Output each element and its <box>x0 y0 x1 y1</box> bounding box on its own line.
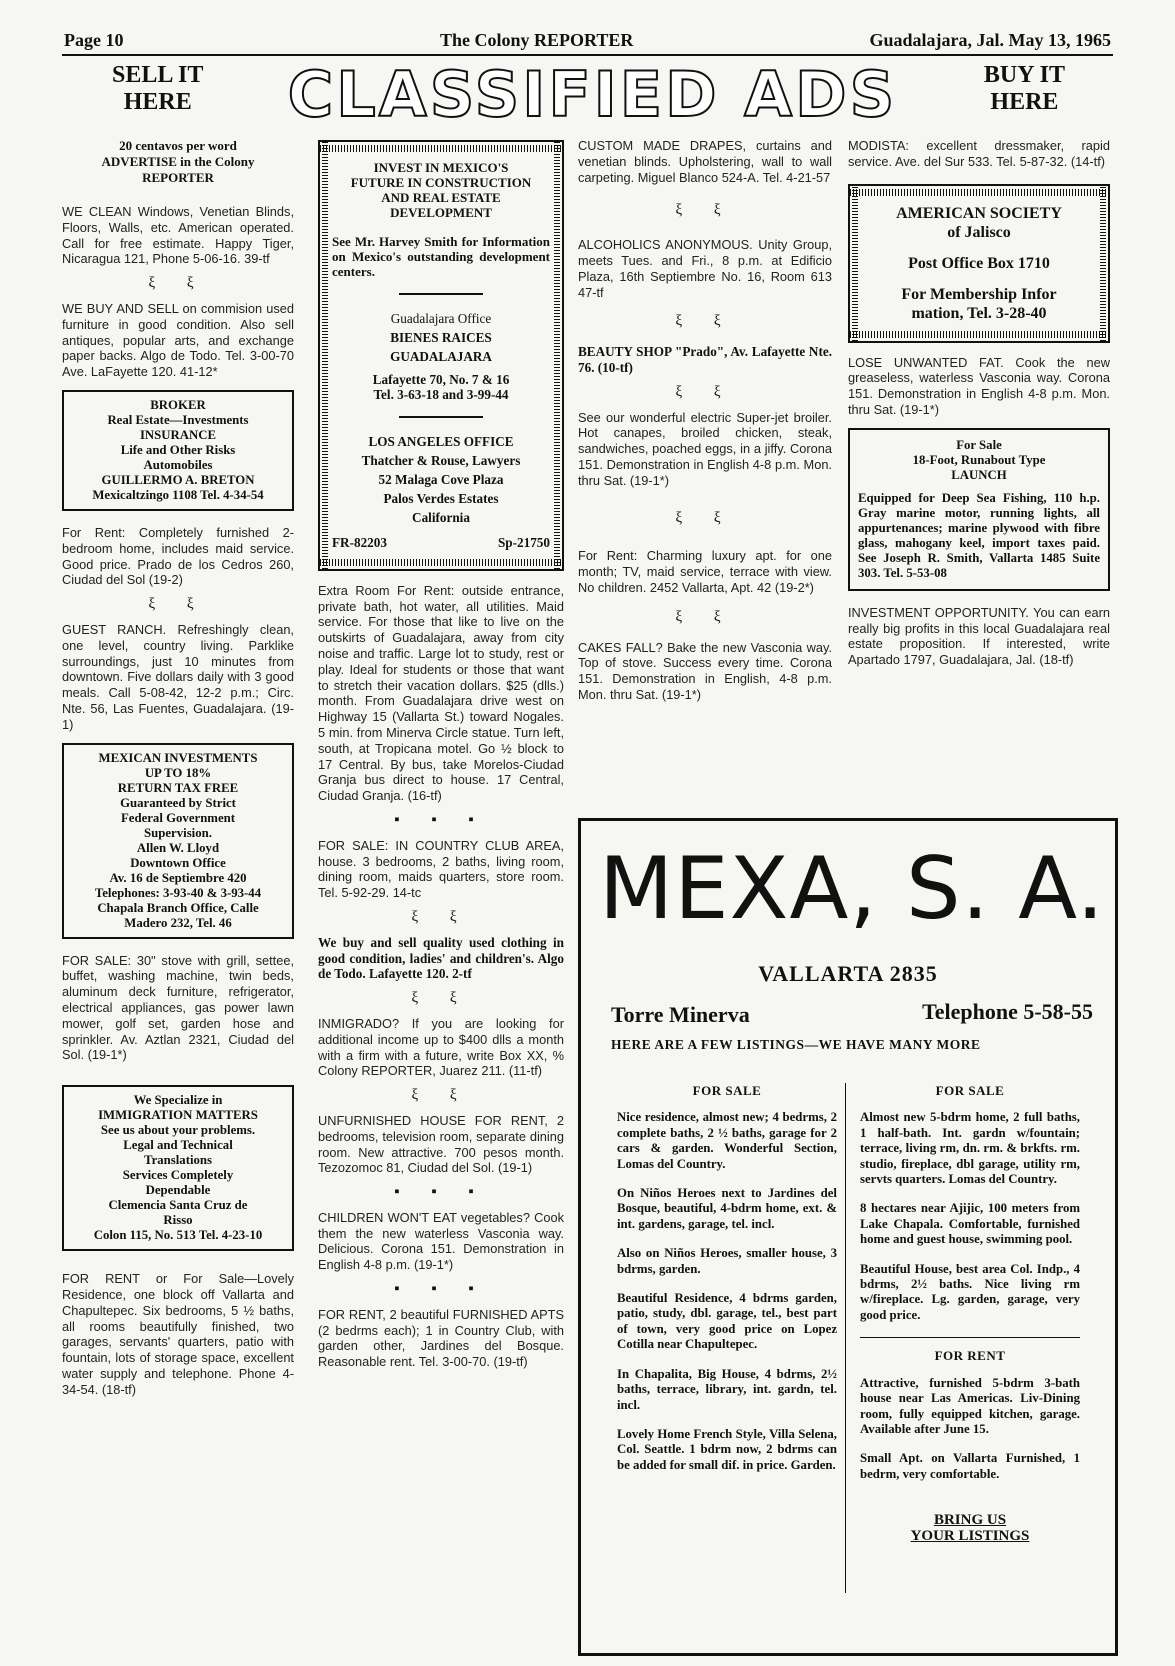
ad-furnished-apts: FOR RENT, 2 beautiful FURNISHED APTS (2 bedrms each); 1 in Country Club, with garden other, Jardines del Bosque. Reasonable rent. Tel. 3-00-70. (19-tf) <box>318 1306 564 1370</box>
immig-line: We Specialize in <box>133 1093 223 1108</box>
ad-modista: MODISTA: excellent dressmaker, rapid service. Ave. del Sur 533. Tel. 5-87-32. (14-tf) <box>848 138 1110 169</box>
gdl-line: BIENES RAICES <box>390 330 492 345</box>
launch-head: LAUNCH <box>951 467 1007 482</box>
tick-border <box>852 186 858 341</box>
ornament: ξ ξ <box>675 313 735 330</box>
listing: Attractive, furnished 5-bdrm 3-bath house near Las Americas. Liv-Dining room, fully equipped kitchen, garage. Available after June 15. <box>860 1375 1080 1436</box>
immig-line: Dependable <box>145 1183 211 1198</box>
broker-line: Real Estate—Investments <box>107 412 249 427</box>
broker-box <box>62 390 294 511</box>
sp-code: Sp-21750 <box>497 535 550 550</box>
sell-line-1: SELL IT <box>112 62 204 88</box>
american-line: AMERICAN SOCIETY <box>896 204 1062 222</box>
mexinv-line: MEXICAN INVESTMENTS <box>98 750 258 765</box>
immig-line: Legal and Technical <box>123 1138 233 1153</box>
ornament: ξ ξ <box>411 908 471 925</box>
divider <box>399 416 483 418</box>
ad-lose-fat: LOSE UNWANTED FAT. Cook the new greaseless, waterless Vasconia way. Corona 151. Demonstration in English 4-8 p.m. Mon. thru Sat. (19-1*) <box>848 354 1110 417</box>
broker-line: BROKER <box>150 397 206 412</box>
mexinv-line: Telephones: 3-93-40 & 3-93-44 <box>94 885 262 900</box>
column-3 <box>578 138 832 709</box>
american-line: mation, Tel. 3-28-40 <box>911 304 1047 322</box>
rate-line: 20 centavos per word <box>119 138 237 153</box>
immigration-box <box>62 1085 294 1251</box>
launch-head: 18-Foot, Runabout Type <box>912 452 1046 467</box>
la-line: Palos Verdes Estates <box>383 491 499 506</box>
ornament: ξ ξ <box>148 596 208 613</box>
ornament-dots: ▪ ▪ ▪ <box>394 1184 488 1201</box>
ornament: ξ ξ <box>675 509 735 526</box>
immig-line: Translations <box>143 1153 213 1168</box>
immig-line: IMMIGRATION MATTERS <box>98 1108 258 1123</box>
for-rent-heading: FOR RENT <box>934 1348 1006 1364</box>
rate-line: REPORTER <box>142 170 214 185</box>
mexa-left-column <box>617 1079 837 1487</box>
immig-line: Clemencia Santa Cruz de <box>108 1198 248 1213</box>
ornament-dots: ▪ ▪ ▪ <box>394 811 488 828</box>
ad-furnished-home: For Rent: Completely furnished 2-bedroom home, includes maid service. Good price. Prado de los Cedros 260, Ciudad del Sol (19-2) <box>62 524 294 588</box>
buy-line-2: HERE <box>990 89 1059 115</box>
american-line: Post Office Box 1710 <box>908 254 1050 272</box>
gdl-line: Lafayette 70, No. 7 & 16 <box>372 372 510 387</box>
american-society-text <box>864 204 1094 323</box>
classified-ads-title: CLASSIFIED ADS <box>287 58 898 131</box>
la-line: 52 Malaga Cove Plaza <box>378 472 504 487</box>
ad-window-cleaning: WE CLEAN Windows, Venetian Blinds, Floors, Walls, etc. American operated. Call for free estimate. Happy Tiger, Nicaragua 121, Phone 5-06-16. 39-tf <box>62 204 294 267</box>
ad-super-jet-broiler: See our wonderful electric Super-jet broiler. Hot canapes, broiled chicken, steak, sandwiches, poached eggs, in a jiffy. Corona 151. Demonstration in English 4-8 p.m. Mon. thru Sat. (19-1*) <box>578 409 832 488</box>
sell-it-here <box>112 62 203 116</box>
launch-head: For Sale <box>956 437 1002 452</box>
mexa-listings <box>605 1079 1093 1633</box>
immig-line: Services Completely <box>122 1168 234 1183</box>
launch-body: Equipped for Deep Sea Fishing, 110 h.p. Gray marine motor, running lights, all appurtenances; marine plywood with fibre glass, mahogany keel, import taxes paid. See Joseph R. Smith, Vallarta 1485 Suite 303. Tel. 5-53-08 <box>858 490 1100 580</box>
mexa-ad <box>578 818 1118 1656</box>
broker-line: Mexicaltzingo 1108 Tel. 4-34-54 <box>92 487 264 502</box>
ad-alcoholics-anonymous: ALCOHOLICS ANONYMOUS. Unity Group, meets Tues. and Fri., 8 p.m. at Edificio Plaza, 16th Septiembre No. 16, Room 613 47-tf <box>578 237 832 300</box>
la-line: California <box>412 510 470 525</box>
ad-custom-drapes: CUSTOM MADE DRAPES, curtains and venetian blinds. Upholstering, wall to wall carpeting. Miguel Blanco 524-A. Tel. 4-21-57 <box>578 138 832 185</box>
launch-box <box>848 428 1110 591</box>
mexinv-line: Supervision. <box>144 825 212 840</box>
listing: Small Apt. on Vallarta Furnished, 1 bedrm, very comfortable. <box>860 1451 1080 1481</box>
american-line: For Membership Infor <box>901 285 1057 303</box>
invest-see: See Mr. Harvey Smith for Information on Mexico's outstanding development centers. <box>332 234 550 279</box>
ornament: ξ ξ <box>411 1087 471 1104</box>
listing: Nice residence, almost new; 4 bedrms, 2 complete baths, 2 ½ baths, garage for 2 cars & garden. Wonderful Section, Lomas del Country. <box>617 1110 837 1171</box>
gdl-line: Tel. 3-63-18 and 3-99-44 <box>373 387 509 402</box>
ad-country-club: FOR SALE: IN COUNTRY CLUB AREA, house. 3 bedrooms, 2 baths, living room, dining room, maids quarters, store room. Tel. 5-92-29. 14-tc <box>318 837 564 901</box>
american-line: of Jalisco <box>947 223 1011 241</box>
broker-line: Life and Other Risks <box>120 442 236 457</box>
listing: Also on Niños Heroes, smaller house, 3 bdrms, garden. <box>617 1246 837 1276</box>
mexinv-line: UP TO 18% <box>144 765 212 780</box>
listing: Beautiful House, best area Col. Indp., 4 bdrms, 2½ baths. Nice living rm w/fireplace. Lg. garden, garage, very good price. <box>860 1261 1080 1322</box>
mexa-address: VALLARTA 2835 <box>758 961 938 986</box>
tick-border <box>1100 186 1106 341</box>
mexican-investments-box <box>62 743 294 939</box>
gdl-line: GUADALAJARA <box>390 349 492 364</box>
mexa-torre: Torre Minerva <box>611 1002 750 1027</box>
mexa-right-column <box>860 1079 1080 1544</box>
bring-line: BRING US <box>933 1512 1007 1529</box>
for-sale-heading: FOR SALE <box>935 1083 1005 1098</box>
classified-banner <box>62 60 1113 130</box>
bring-us-listings <box>860 1512 1080 1544</box>
guadalajara-office <box>332 309 550 402</box>
mexinv-line: Guaranteed by Strict <box>120 795 236 810</box>
dateline: Guadalajara, Jal. May 13, 1965 <box>869 30 1111 50</box>
broker-line: GUILLERMO A. BRETON <box>101 472 255 487</box>
rate-line: ADVERTISE in the Colony <box>101 154 255 169</box>
immig-line: Risso <box>163 1213 193 1228</box>
american-society-box <box>848 184 1110 343</box>
invest-mexico-box <box>318 140 564 571</box>
listing: Beautiful Residence, 4 bdrms garden, patio, study, dbl. garage, tel., best part of town, very good price on Lopez Cotilla near Chapultepec. <box>617 1291 837 1352</box>
fr-code: FR-82203 <box>332 535 387 550</box>
ornament: ξ ξ <box>148 275 208 292</box>
mexinv-line: Av. 16 de Septiembre 420 <box>109 870 247 885</box>
tick-border <box>554 142 560 569</box>
newspaper-name: The Colony REPORTER <box>440 30 634 50</box>
listing: Almost new 5-bdrm home, 2 full baths, 1 half-bath. Int. gardn w/fountain; terrace, living rm, dn. rm. & brkfts. rm. studio, fireplace, dbl garage, utility rm, servts quarters. Lomas del Country. <box>860 1110 1080 1187</box>
invest-title <box>332 160 550 220</box>
mexinv-line: Downtown Office <box>130 855 226 870</box>
ad-beauty-shop: BEAUTY SHOP "Prado", Av. Lafayette Nte. 76. (10-tf) <box>578 344 832 375</box>
buy-it-here <box>984 62 1065 116</box>
ornament: ξ ξ <box>411 990 471 1007</box>
la-line: Thatcher & Rouse, Lawyers <box>361 453 521 468</box>
immig-line: See us about your problems. <box>100 1123 256 1138</box>
listing: 8 hectares near Ajijic, 100 meters from Lake Chapala. Comfortable, furnished home and guest house, swimming pool. <box>860 1201 1080 1247</box>
mexinv-line: Allen W. Lloyd <box>136 840 220 855</box>
column-1 <box>62 138 294 1403</box>
invest-title-line: DEVELOPMENT <box>390 205 492 220</box>
tick-border <box>322 142 328 569</box>
ornament: ξ ξ <box>675 202 735 219</box>
mexinv-line: Chapala Branch Office, Calle <box>97 900 259 915</box>
ornament-dots: ▪ ▪ ▪ <box>394 1281 488 1298</box>
mexa-title: MEXA, S. A. <box>599 839 1105 939</box>
ad-used-clothing: We buy and sell quality used clothing in good condition, ladies' and children's. Algo de Todo. Lafayette 120. 2-tf <box>318 934 564 982</box>
column-2 <box>318 138 564 1376</box>
divider <box>860 1337 1080 1338</box>
rate-notice <box>62 138 294 186</box>
ad-extra-room: Extra Room For Rent: outside entrance, private bath, hot water, all utilities. Maid service. For those that like to live on the outskirts of Guadalajara, away from city noise and traffic. Large lot to study, rest or play. Ideal for students or those that want to stretch their vacation dollars. $25 (dlls.) month. From Guadalajara drive west on Highway 15 (Vallarta St.) toward Nogales. 5 min. from Minerva Circle statue. Turn left, south, at Tropicana motel. Go ½ block to 17 Central. By bus, take Morelos-Ciudad Granja bus direct to house. 17 Central, Ciudad Granja. (16-tf) <box>318 582 564 804</box>
ad-children-vegetables: CHILDREN WON'T EAT vegetables? Cook them the new waterless Vasconia way. Delicious. Corona 151. Demonstration in English 4-8 p.m. (19-1*) <box>318 1209 564 1273</box>
gdl-line: Guadalajara Office <box>390 311 492 326</box>
mexinv-line: Madero 232, Tel. 46 <box>124 915 232 930</box>
mexa-tagline: HERE ARE A FEW LISTINGS—WE HAVE MANY MORE <box>611 1037 981 1052</box>
sell-line-2: HERE <box>123 89 192 115</box>
ref-codes <box>332 535 550 551</box>
mexinv-line: RETURN TAX FREE <box>117 780 239 795</box>
column-divider <box>845 1083 846 1593</box>
page-number: Page 10 <box>64 30 124 50</box>
ad-guest-ranch: GUEST RANCH. Refreshingly clean, one level, country living. Parklike surroundings, just 10 minutes from downtown. Five dollars daily with 3 good meals. Call 5-08-42, 12-2 p.m.; Circ. Nte. 56, Las Fuentes, Guadalajara. (19-1) <box>62 621 294 732</box>
ad-stove-sale: FOR SALE: 30" stove with grill, settee, buffet, washing machine, twin beds, aluminum deck furniture, refrigerator, electrical appliances, gas power lawn mower, golf set, garden hose and sprinkler. Av. Aztlan 2321, Ciudad del Sol. (19-1*) <box>62 952 294 1063</box>
mexa-telephone: Telephone 5-58-55 <box>922 999 1093 1024</box>
broker-line: Automobiles <box>143 457 213 472</box>
ad-cakes-fall: CAKES FALL? Bake the new Vasconia way. Top of stove. Success every time. Corona 151. Demonstration in English, 4-8 p.m. Mon. thru Sat. (19-1*) <box>578 639 832 702</box>
listing: Lovely Home French Style, Villa Selena, Col. Seattle. 1 bdrm now, 2 bdrms can be added for small dif. in price. Garden. <box>617 1426 837 1472</box>
immig-line: Colon 115, No. 513 Tel. 4-23-10 <box>93 1228 263 1243</box>
divider <box>399 293 483 295</box>
ad-inmigrado: INMIGRADO? If you are looking for additional income up to $400 dlls a month with a firm with a future, write Box XX, % Colony REPORTER, Juarez 211. (11-tf) <box>318 1015 564 1079</box>
mexinv-line: Federal Government <box>120 810 236 825</box>
ad-lovely-residence: FOR RENT or For Sale—Lovely Residence, one block off Vallarta and Chapultepec. Six bedrooms, 5 ½ baths, all rooms beautifully finished, two garages, servants' quarters, patio with fountain, lots of storage space, excellent water supply and telephone. Phone 4-34-54. (18-tf) <box>62 1271 294 1397</box>
buy-line-1: BUY IT <box>983 62 1065 88</box>
header-rule <box>62 54 1113 56</box>
listing: On Niños Heroes next to Jardines del Bosque, beautiful, 4-bdrm home, ext. & int. gardens, garage, tel. incl. <box>617 1186 837 1231</box>
los-angeles-office <box>332 432 550 527</box>
column-4 <box>848 138 1110 674</box>
invest-title-line: FUTURE IN CONSTRUCTION <box>350 175 532 190</box>
ornament: ξ ξ <box>675 383 735 400</box>
ad-investment-opportunity: INVESTMENT OPPORTUNITY. You can earn really big profits in this local Guadalajara real estate proposition. If interested, write Apartado 1797, Guadalajara, Jal. (18-tf) <box>848 604 1110 668</box>
ornament: ξ ξ <box>675 608 735 625</box>
ad-luxury-apt: For Rent: Charming luxury apt. for one month; TV, maid service, terrace with view. No children. 2452 Vallarta, Apt. 42 (19-2*) <box>578 548 832 595</box>
invest-title-line: INVEST IN MEXICO'S <box>373 160 509 175</box>
invest-title-line: AND REAL ESTATE <box>381 190 501 205</box>
la-line: LOS ANGELES OFFICE <box>368 434 514 449</box>
ad-buy-sell-furniture: WE BUY AND SELL on commision used furniture in good condition. Also sell antiques, popular arts, and exchange paper backs. Algo de Todo. Tel. 3-00-70 Ave. LaFayette 120. 41-12* <box>62 300 294 380</box>
broker-line: INSURANCE <box>139 427 217 442</box>
for-sale-heading: FOR SALE <box>692 1083 762 1098</box>
listing: In Chapalita, Big House, 4 bdrms, 2½ baths, terrace, library, int. gardn, tel. incl. <box>617 1366 837 1412</box>
bring-line: YOUR LISTINGS <box>910 1528 1030 1545</box>
ad-unfurnished-house: UNFURNISHED HOUSE FOR RENT, 2 bedrooms, television room, separate dining room. New attractive. 700 pesos month. Tezozomoc 81, Ciudad del Sol. (19-1) <box>318 1112 564 1176</box>
